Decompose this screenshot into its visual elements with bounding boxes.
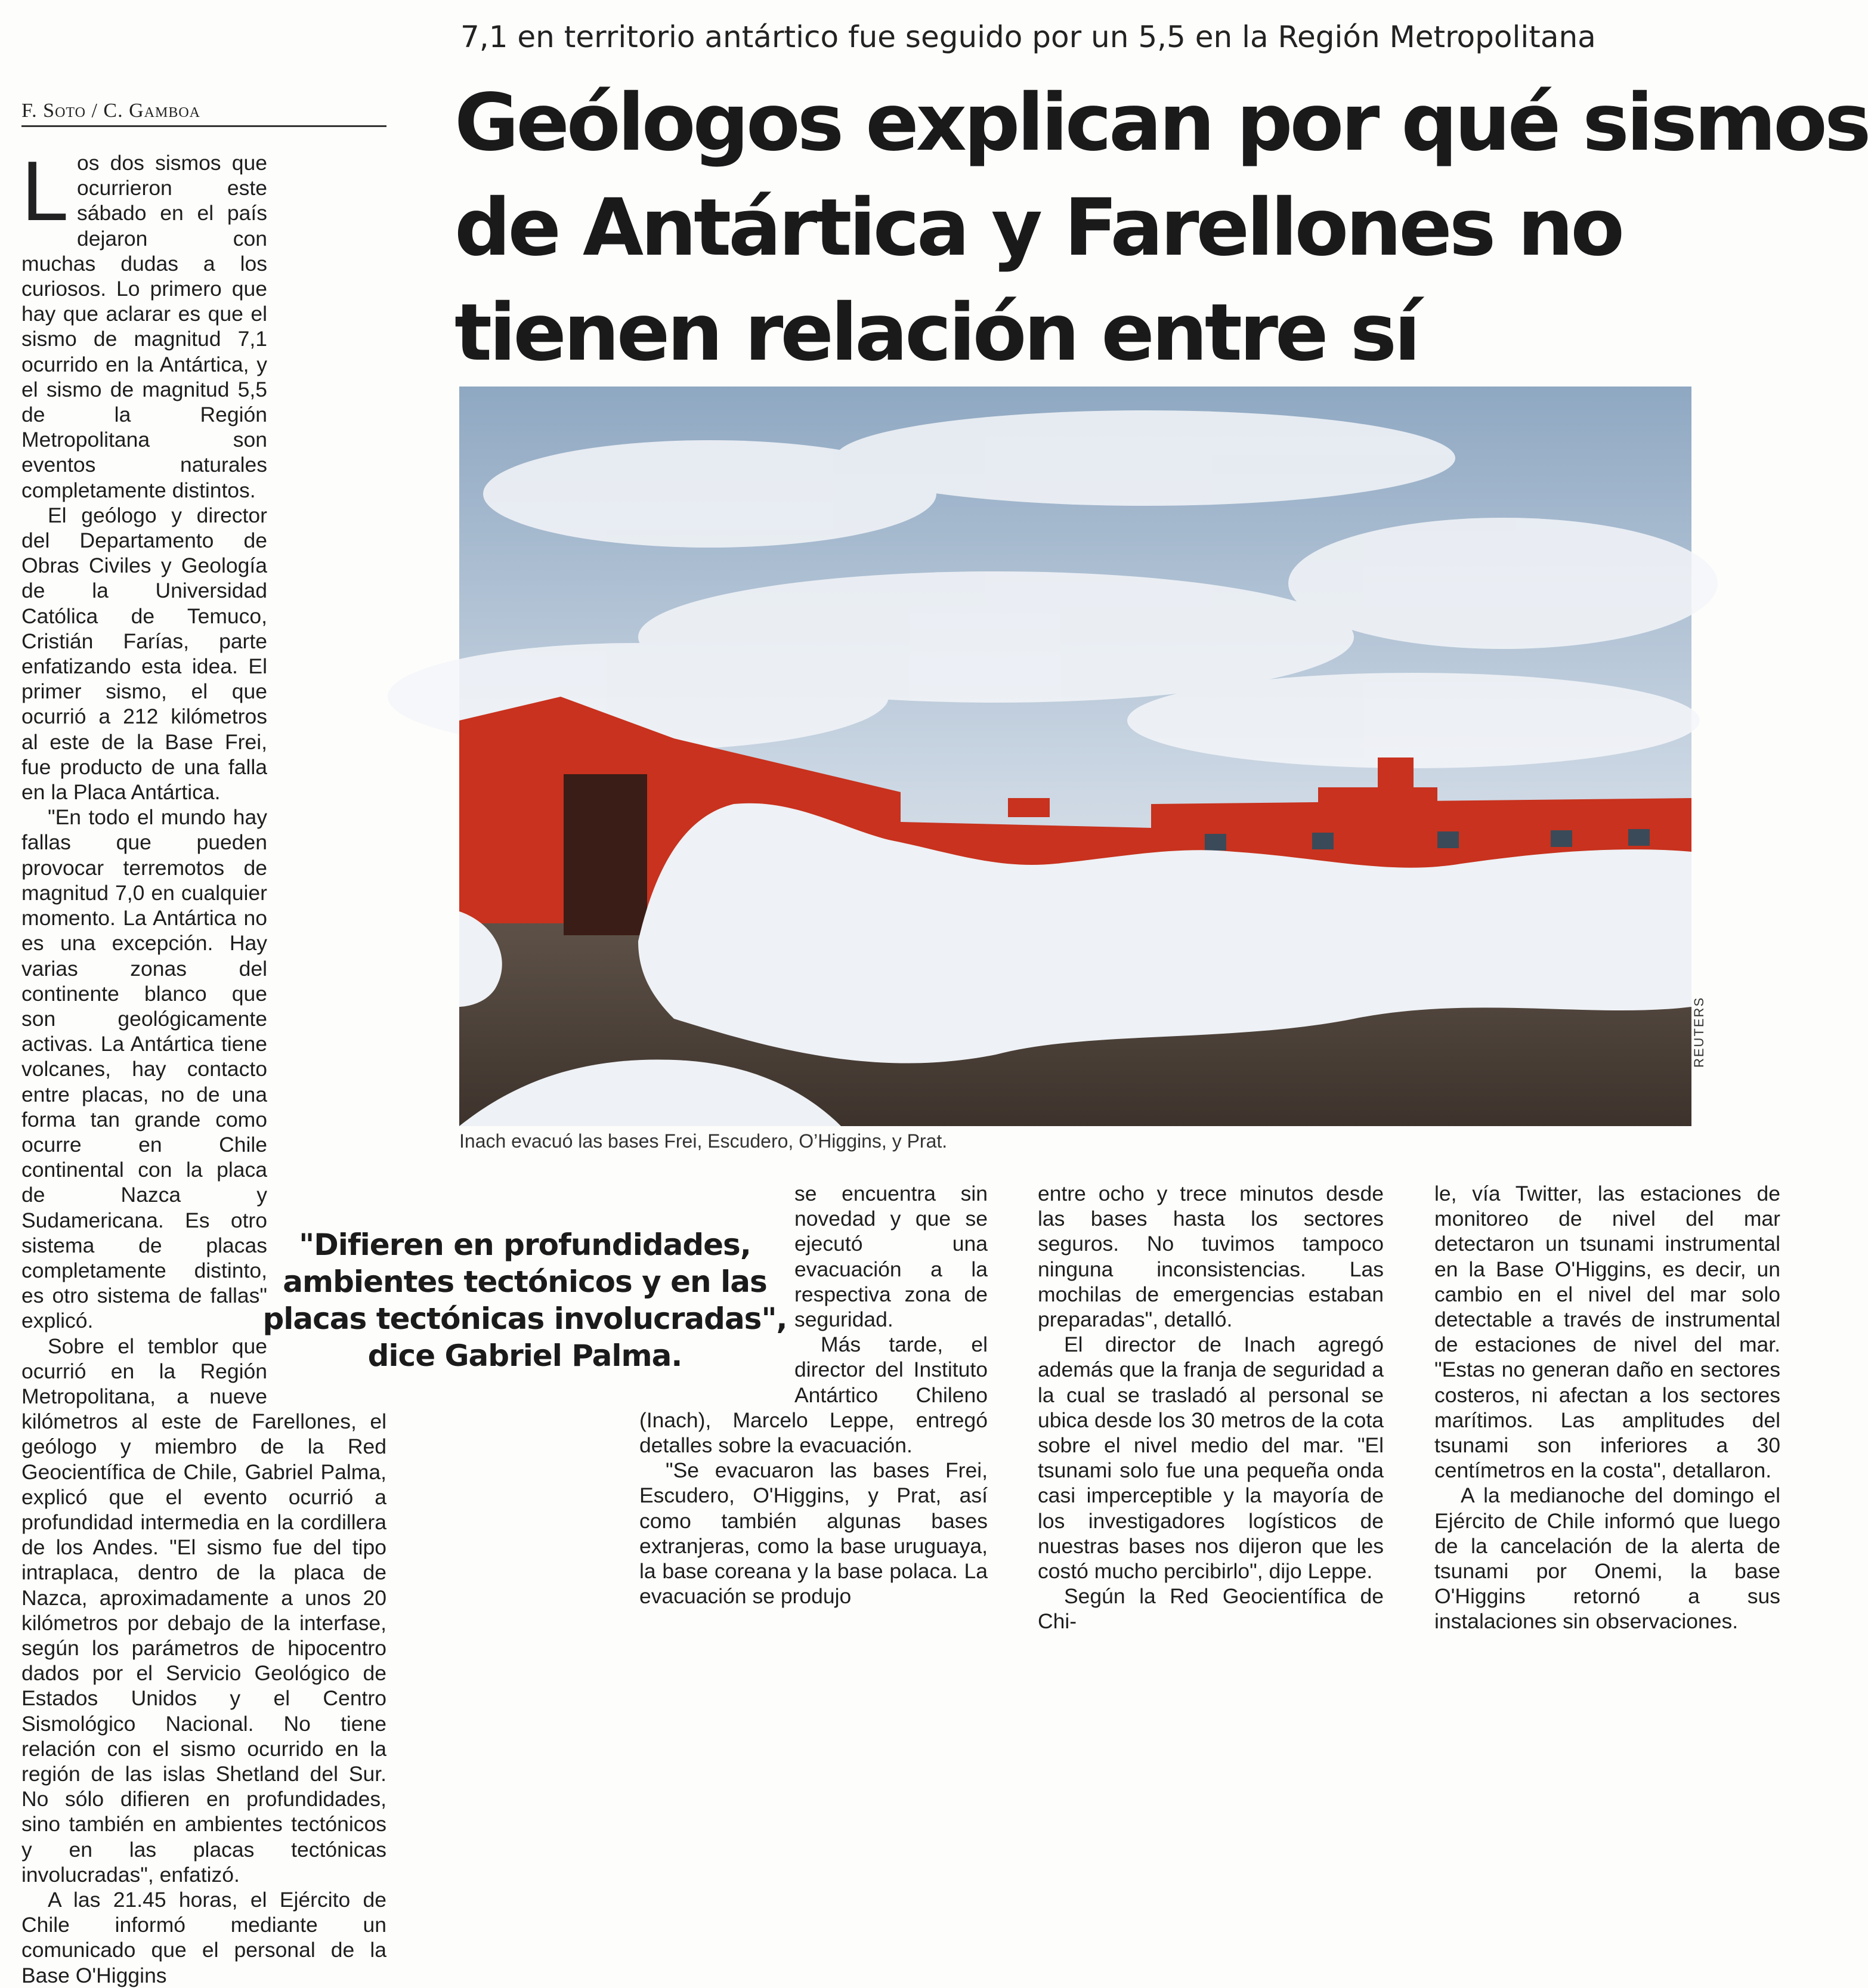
paragraph: Según la Red Geocientífica de Chi- <box>1038 1584 1384 1634</box>
roof-tower <box>1378 758 1414 787</box>
paragraph: le, vía Twitter, las estaciones de monitoreo de nivel del mar detectaron un tsunami instrumental en la Base O'Higgins, es decir, un cambio en el nivel del mar solo detectable a través de instrumental de estaciones de nivel del mar. "Estas no generan daño en sectores costeros, ni afectan a los sectores marítimos. Las amplitudes del tsunami son inferiores a 30 centímetros en la costa", detallaron. <box>1434 1182 1780 1483</box>
drop-cap: L <box>21 144 69 239</box>
paragraph: Más tarde, el director del Instituto Antártico Chileno (Inach), Marcelo Leppe, entregó detalles sobre la evacuación. <box>639 1332 988 1458</box>
article-column-4 <box>1434 1181 1780 1634</box>
paragraph: entre ocho y trece minutos desde las bases hasta los sectores seguros. No tuvimos tampoco ninguna inconsistencias. Las mochilas de emergencias estaban preparadas", detalló. <box>1038 1182 1384 1332</box>
headline-line: de Antártica y Farellones no <box>454 182 1622 274</box>
paragraph: El geólogo y director del Departamento de Obras Civiles y Geología de la Universidad Católica de Temuco, Cristián Farías, parte enfatizando esta idea. El primer sismo, el que ocurrió a 212 kilómetros al este de la Base Frei, fue producto de una falla en la Placa Antártica. <box>21 503 267 805</box>
pull-quote-line: ambientes tectónicos y en las <box>283 1264 767 1299</box>
pull-quote-line: placas tectónicas involucradas", <box>262 1301 787 1336</box>
pull-quote-line: "Difieren en profundidades, <box>299 1228 751 1262</box>
pull-quote-line: dice Gabriel Palma. <box>367 1338 682 1373</box>
paragraph: se encuentra sin novedad y que se ejecutó una evacuación a la respectiva zona de seguridad. <box>794 1182 988 1332</box>
headline-line: Geólogos explican por qué sismos <box>454 77 1868 169</box>
article-column-3 <box>1038 1181 1384 1634</box>
article-photo <box>459 387 1691 1126</box>
paragraph: El director de Inach agregó además que la franja de seguridad a la cual se trasladó al personal se ubica desde los 30 metros de la cota sobre el nivel medio del mar. "El tsunami solo fue una pequeña onda casi imperceptible y la mayoría de los investigadores logísticos de nuestras bases nos dijeron que les costó mucho percibirlo", dijo Leppe. <box>1038 1332 1384 1584</box>
building-distant <box>1008 798 1050 817</box>
paragraph: Sobre el temblor que ocurrió en la Región Metropolitana, a nueve kilómetros al este de Farellones, el geólogo y miembro de la Red Geocientífica de Chile, Gabriel Palma, explicó que el evento ocurrió a profundidad intermedia en la cordillera de los Andes. "El sismo fue del tipo intraplaca, dentro de la placa de Nazca, aproximadamente a unos 20 kilómetros por debajo de la interfase, según los parámetros de hipocentro dados por el Servicio Geológico de Estados Unidos y el Centro Sismológico Nacional. No tiene relación con el sismo ocurrido en la región de las islas Shetland del Sur. No sólo difieren en profundidades, sino también en ambientes tectónicos y en las placas tectónicas involucradas", enfatizó. <box>21 1334 386 1887</box>
kicker: 7,1 en territorio antártico fue seguido por un 5,5 en la Región Metropolitana <box>460 20 1596 54</box>
roof-structure <box>1318 787 1437 805</box>
byline: F. Soto / C. Gamboa <box>21 99 386 127</box>
headline-line: tienen relación entre sí <box>454 287 1418 379</box>
paragraph: "Se evacuaron las bases Frei, Escudero, O'Higgins, y Prat, así como también algunas bases extranjeras, como la base uruguaya, la base coreana y la base polaca. La evacuación se produjo <box>639 1458 988 1609</box>
paragraph: "En todo el mundo hay fallas que pueden provocar terremotos de magnitud 7,0 en cualquier momento. La Antártica no es una excepción. Hay varias zonas del continente blanco que son geológicamente activas. La Antártica tiene volcanes, hay contacto entre placas, no de una forma tan grande como ocurre en Chile continental con la placa de Nazca y Sudamericana. Es otro sistema de placas completamente distinto, es otro sistema de fallas" explicó. <box>21 805 267 1333</box>
article-column-2 <box>639 1181 988 1609</box>
paragraph: A la medianoche del domingo el Ejército de Chile informó que luego de la cancelación de la alerta de tsunami por Onemi, la base O'Higgins retornó a sus instalaciones sin observaciones. <box>1434 1483 1780 1634</box>
headline <box>454 70 1868 385</box>
photo-caption: Inach evacuó las bases Frei, Escudero, O’Higgins, y Prat. <box>459 1130 948 1152</box>
paragraph: A las 21.45 horas, el Ejército de Chile informó mediante un comunicado que el personal de la Base O'Higgins <box>21 1888 386 1987</box>
door <box>564 774 647 935</box>
photo-credit: REUTERS <box>1691 996 1706 1068</box>
antarctic-base-photo <box>459 387 1691 1126</box>
paragraph: Los dos sismos que ocurrieron este sábado en el país dejaron con muchas dudas a los curiosos. Lo primero que hay que aclarar es que el sismo de magnitud 7,1 ocurrido en la Antártica, y el sismo de magnitud 5,5 de la Región Metropolitana son eventos naturales completamente distintos. <box>21 144 267 502</box>
